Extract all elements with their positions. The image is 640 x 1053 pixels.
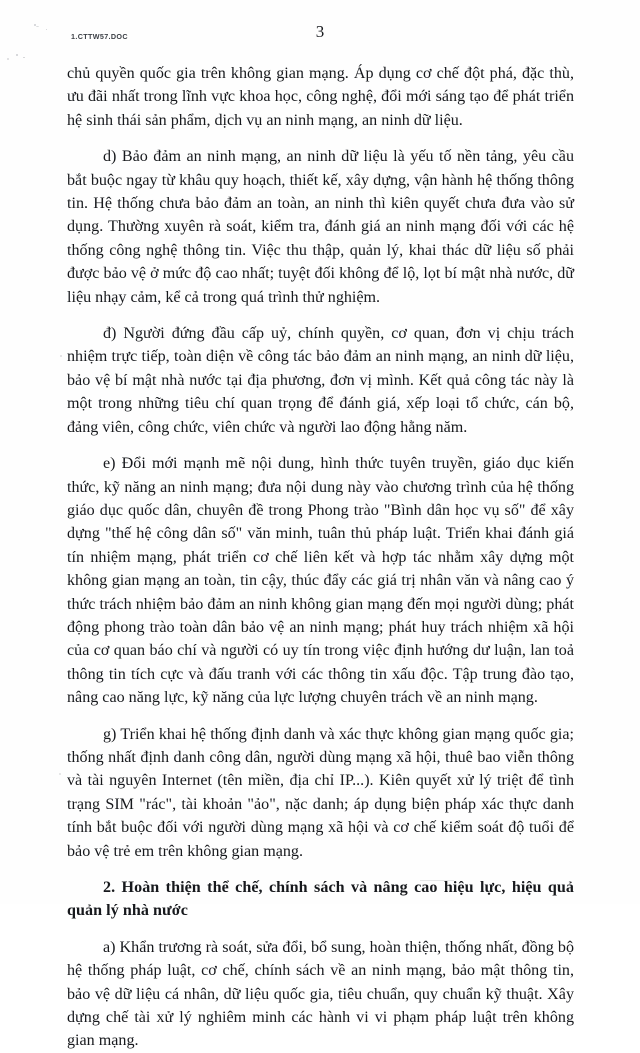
page-number: 3 (315, 22, 325, 41)
document-code-stamp: 1.CTTW57.DOC (71, 32, 128, 41)
scan-speck (7, 58, 9, 60)
scan-speck (59, 773, 61, 775)
section-heading: 2. Hoàn thiện thể chế, chính sách và nâng cao hiệu lực, hiệu quả quản lý nhà nước (67, 879, 574, 920)
body-paragraph: g) Triển khai hệ thống định danh và xác thực không gian mạng quốc gia; thống nhất định danh công dân, người dùng mạng xã hội, thuê bao viễn thông và tài nguyên Internet (tên miền, địa chỉ IP...). Kiên quyết xử lý triệt để tình trạng SIM "rác", tài khoản "ảo", nặc danh; áp dụng biện pháp xác thực danh tính bắt buộc đối với người dùng mạng xã hội và cơ chế kiểm soát độ tuổi để bảo vệ trẻ em trên không gian mạng. (67, 725, 574, 860)
body-paragraph: d) Bảo đảm an ninh mạng, an ninh dữ liệu là yếu tố nền tảng, yêu cầu bắt buộc ngay từ khâu quy hoạch, thiết kế, xây dựng, vận hành hệ thống thông tin. Hệ thống chưa bảo đảm an toàn, an ninh thì kiên quyết chưa đưa vào sử dụng. Thường xuyên rà soát, kiểm tra, đánh giá an ninh mạng đối với các hệ thống công nghệ thông tin. Việc thu thập, quản lý, khai thác dữ liệu số phải được bảo vệ ở mức độ cao nhất; tuyệt đối không để lộ, lọt bí mật nhà nước, dữ liệu nhạy cảm, kể cả trong quá trình thử nghiệm. (67, 148, 574, 306)
scan-speck (60, 355, 62, 357)
body-paragraph: a) Khẩn trương rà soát, sửa đổi, bổ sung, hoàn thiện, thống nhất, đồng bộ hệ thống pháp luật, cơ chế, chính sách về an ninh mạng, bảo mật thông tin, bảo vệ dữ liệu cá nhân, dữ liệu quốc gia, tiêu chuẩn, quy chuẩn kỹ thuật. Xây dựng chế tài xử lý nghiêm minh các hành vi vi phạm pháp luật trên không gian mạng. (67, 938, 574, 1050)
document-body (67, 62, 574, 1053)
body-paragraph: e) Đổi mới mạnh mẽ nội dung, hình thức tuyên truyền, giáo dục kiến thức, kỹ năng an ninh mạng; đưa nội dung này vào chương trình của hệ thống giáo dục quốc dân, chuyên đề trong Phong trào "Bình dân học vụ số" để xây dựng "thế hệ công dân số" văn minh, tuân thủ pháp luật. Triển khai đánh giá tín nhiệm mạng, phát triển cơ chế liên kết và hợp tác nhằm xây dựng một không gian mạng an toàn, tin cậy, thúc đẩy các giá trị nhân văn và nâng cao ý thức trách nhiệm bảo đảm an ninh không gian mạng đến mọi người dùng; phát động phong trào toàn dân bảo vệ an ninh mạng; phát huy trách nhiệm xã hội của cơ quan báo chí và người có uy tín trong việc định hướng dư luận, lan toả thông tin tích cực và đấu tranh với các thông tin xấu độc. Tập trung đào tạo, nâng cao năng lực, kỹ năng của lực lượng chuyên trách về an ninh mạng. (67, 455, 574, 707)
body-paragraph: đ) Người đứng đầu cấp uỷ, chính quyền, cơ quan, đơn vị chịu trách nhiệm trực tiếp, toàn diện về công tác bảo đảm an ninh mạng, an ninh dữ liệu, bảo vệ bí mật nhà nước tại địa phương, đơn vị mình. Kết quả công tác này là một trong những tiêu chí quan trọng để đánh giá, xếp loại tổ chức, cán bộ, đảng viên, công chức, viên chức và người lao động hằng năm. (67, 325, 574, 436)
body-paragraph: chủ quyền quốc gia trên không gian mạng. Áp dụng cơ chế đột phá, đặc thù, ưu đãi nhất trong lĩnh vực khoa học, công nghệ, đổi mới sáng tạo để phát triển hệ sinh thái sản phẩm, dịch vụ an ninh mạng, an ninh dữ liệu. (67, 65, 574, 129)
page-header (0, 0, 640, 58)
